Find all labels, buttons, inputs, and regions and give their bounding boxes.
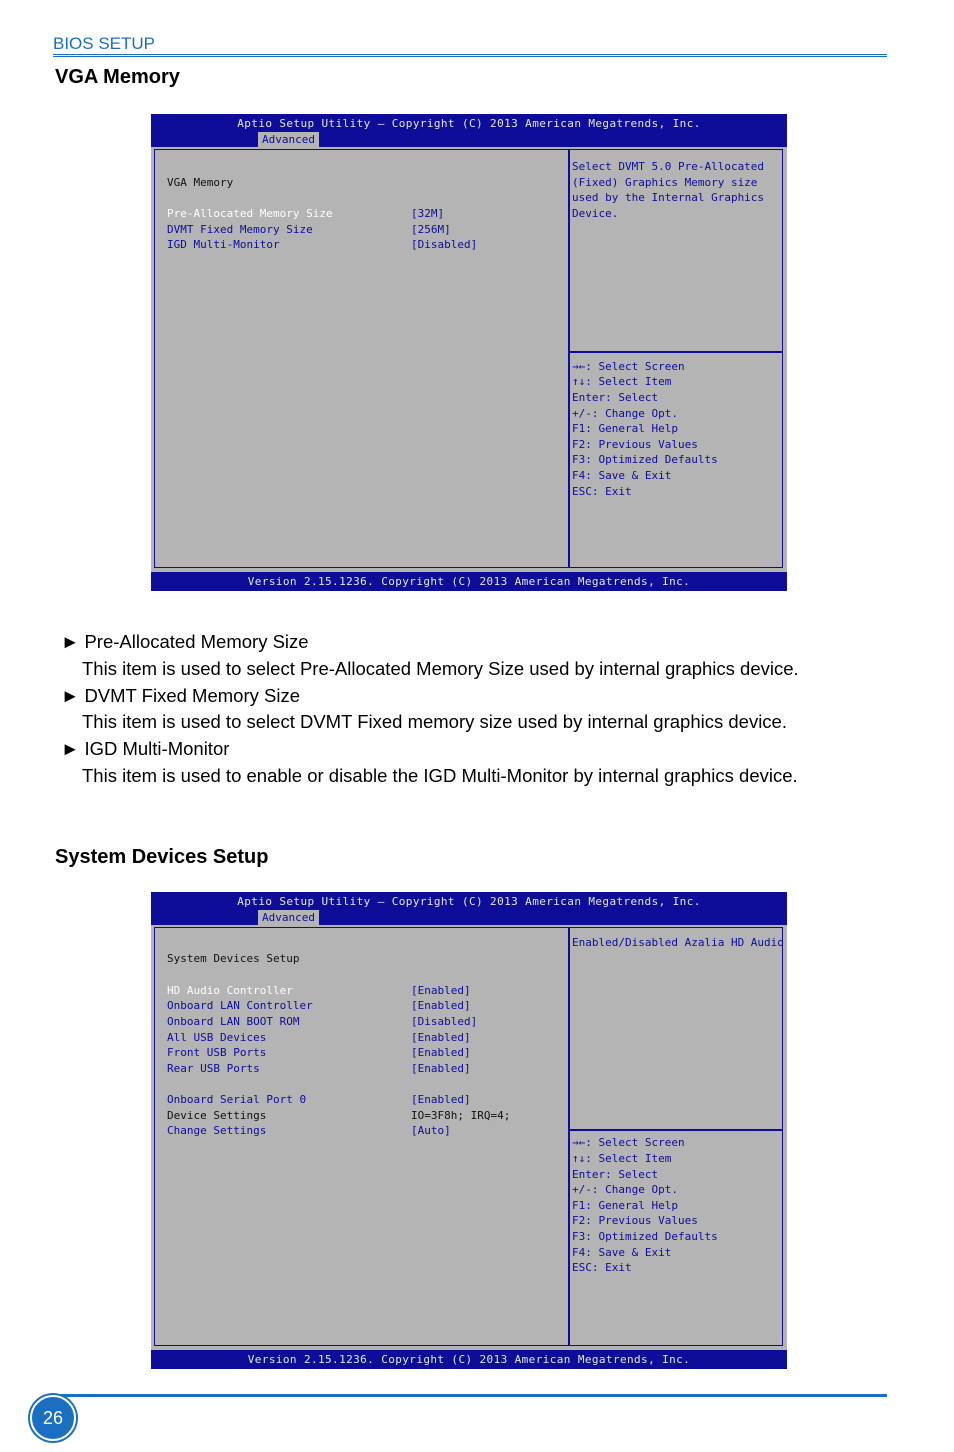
key-help-esc: ESC: Exit bbox=[572, 485, 632, 498]
item-description-igd-multi-monitor: This item is used to enable or disable the IGD Multi-Monitor by internal graphics device. bbox=[82, 765, 798, 786]
bios-help-divider bbox=[569, 1129, 783, 1131]
menu-value-dvmt-fixed-memory-size[interactable]: [256M] bbox=[411, 223, 451, 236]
menu-item-device-settings: Device Settings bbox=[167, 1109, 267, 1122]
bios-version-footer: Version 2.15.1236. Copyright (C) 2013 American Megatrends, Inc. bbox=[247, 575, 691, 588]
menu-item-onboard-lan-boot-rom[interactable]: Onboard LAN BOOT ROM bbox=[167, 1015, 300, 1028]
key-help-f2: F2: Previous Values bbox=[572, 438, 698, 451]
help-text-line: Device. bbox=[572, 207, 619, 220]
bios-screen-system-devices bbox=[151, 892, 787, 1369]
menu-item-rear-usb-ports[interactable]: Rear USB Ports bbox=[167, 1062, 260, 1075]
key-help-f1: F1: General Help bbox=[572, 1199, 678, 1212]
menu-value-hd-audio-controller[interactable]: [Enabled] bbox=[411, 984, 471, 997]
section-title-system-devices-setup: System Devices Setup bbox=[55, 846, 269, 868]
bios-version-footer: Version 2.15.1236. Copyright (C) 2013 American Megatrends, Inc. bbox=[247, 1353, 691, 1366]
bios-heading: System Devices Setup bbox=[167, 952, 300, 965]
key-help-esc: ESC: Exit bbox=[572, 1261, 632, 1274]
help-text-line: Select DVMT 5.0 Pre-Allocated bbox=[572, 160, 765, 173]
bios-screen-vga-memory bbox=[151, 114, 787, 591]
menu-item-hd-audio-controller[interactable]: HD Audio Controller bbox=[167, 984, 293, 997]
item-description-dvmt-fixed: This item is used to select DVMT Fixed memory size used by internal graphics device. bbox=[82, 711, 787, 732]
key-help-select-item: ↑↓: Select Item bbox=[572, 375, 672, 388]
menu-item-front-usb-ports[interactable]: Front USB Ports bbox=[167, 1046, 267, 1059]
menu-item-igd-multi-monitor[interactable]: IGD Multi-Monitor bbox=[167, 238, 280, 251]
bios-help-divider bbox=[569, 351, 783, 353]
item-heading-dvmt-fixed: ► DVMT Fixed Memory Size bbox=[61, 685, 300, 706]
help-text-line: (Fixed) Graphics Memory size bbox=[572, 176, 758, 189]
menu-item-all-usb-devices[interactable]: All USB Devices bbox=[167, 1031, 267, 1044]
key-help-f2: F2: Previous Values bbox=[572, 1214, 698, 1227]
menu-item-onboard-lan-controller[interactable]: Onboard LAN Controller bbox=[167, 999, 313, 1012]
tab-advanced[interactable]: Advanced bbox=[258, 132, 319, 147]
menu-value-onboard-lan-controller[interactable]: [Enabled] bbox=[411, 999, 471, 1012]
key-help-f3: F3: Optimized Defaults bbox=[572, 453, 718, 466]
key-help-change-opt: +/-: Change Opt. bbox=[572, 407, 678, 420]
menu-value-front-usb-ports[interactable]: [Enabled] bbox=[411, 1046, 471, 1059]
key-help-f3: F3: Optimized Defaults bbox=[572, 1230, 718, 1243]
key-help-change-opt: +/-: Change Opt. bbox=[572, 1183, 678, 1196]
key-help-f1: F1: General Help bbox=[572, 422, 678, 435]
key-help-f4: F4: Save & Exit bbox=[572, 1246, 672, 1259]
menu-value-onboard-serial-port-0[interactable]: [Enabled] bbox=[411, 1093, 471, 1106]
menu-value-pre-allocated-memory-size[interactable]: [32M] bbox=[411, 207, 445, 220]
section-title-vga-memory: VGA Memory bbox=[55, 66, 180, 88]
item-description-pre-allocated: This item is used to select Pre-Allocated Memory Size used by internal graphics device. bbox=[82, 658, 799, 679]
menu-value-all-usb-devices[interactable]: [Enabled] bbox=[411, 1031, 471, 1044]
menu-item-pre-allocated-memory-size[interactable]: Pre-Allocated Memory Size bbox=[167, 207, 333, 220]
tab-advanced[interactable]: Advanced bbox=[258, 910, 319, 925]
key-help-select-item: ↑↓: Select Item bbox=[572, 1152, 672, 1165]
item-heading-pre-allocated: ► Pre-Allocated Memory Size bbox=[61, 631, 309, 652]
help-text-line: Enabled/Disabled Azalia HD Audio bbox=[572, 936, 784, 949]
bios-vertical-divider bbox=[568, 927, 570, 1346]
bios-heading: VGA Memory bbox=[167, 176, 234, 189]
menu-value-change-settings[interactable]: [Auto] bbox=[411, 1124, 451, 1137]
key-help-enter: Enter: Select bbox=[572, 1168, 659, 1181]
page-number: 26 bbox=[30, 1395, 76, 1441]
menu-item-change-settings[interactable]: Change Settings bbox=[167, 1124, 267, 1137]
footer-rule bbox=[53, 1394, 887, 1397]
key-help-select-screen: →←: Select Screen bbox=[572, 1136, 685, 1149]
bios-title: Aptio Setup Utility – Copyright (C) 2013 American Megatrends, Inc. bbox=[237, 895, 701, 908]
menu-item-onboard-serial-port-0[interactable]: Onboard Serial Port 0 bbox=[167, 1093, 307, 1106]
running-header: BIOS SETUP bbox=[53, 34, 156, 53]
menu-value-device-settings: IO=3F8h; IRQ=4; bbox=[411, 1109, 511, 1122]
key-help-select-screen: →←: Select Screen bbox=[572, 360, 685, 373]
menu-value-onboard-lan-boot-rom[interactable]: [Disabled] bbox=[411, 1015, 478, 1028]
item-heading-igd-multi-monitor: ► IGD Multi-Monitor bbox=[61, 738, 230, 759]
key-help-enter: Enter: Select bbox=[572, 391, 659, 404]
bios-vertical-divider bbox=[568, 149, 570, 568]
header-rule-2 bbox=[53, 56, 887, 57]
bios-title: Aptio Setup Utility – Copyright (C) 2013 American Megatrends, Inc. bbox=[237, 117, 701, 130]
menu-value-rear-usb-ports[interactable]: [Enabled] bbox=[411, 1062, 471, 1075]
key-help-f4: F4: Save & Exit bbox=[572, 469, 672, 482]
menu-item-dvmt-fixed-memory-size[interactable]: DVMT Fixed Memory Size bbox=[167, 223, 313, 236]
header-rule bbox=[53, 54, 887, 55]
menu-value-igd-multi-monitor[interactable]: [Disabled] bbox=[411, 238, 478, 251]
help-text-line: used by the Internal Graphics bbox=[572, 191, 765, 204]
